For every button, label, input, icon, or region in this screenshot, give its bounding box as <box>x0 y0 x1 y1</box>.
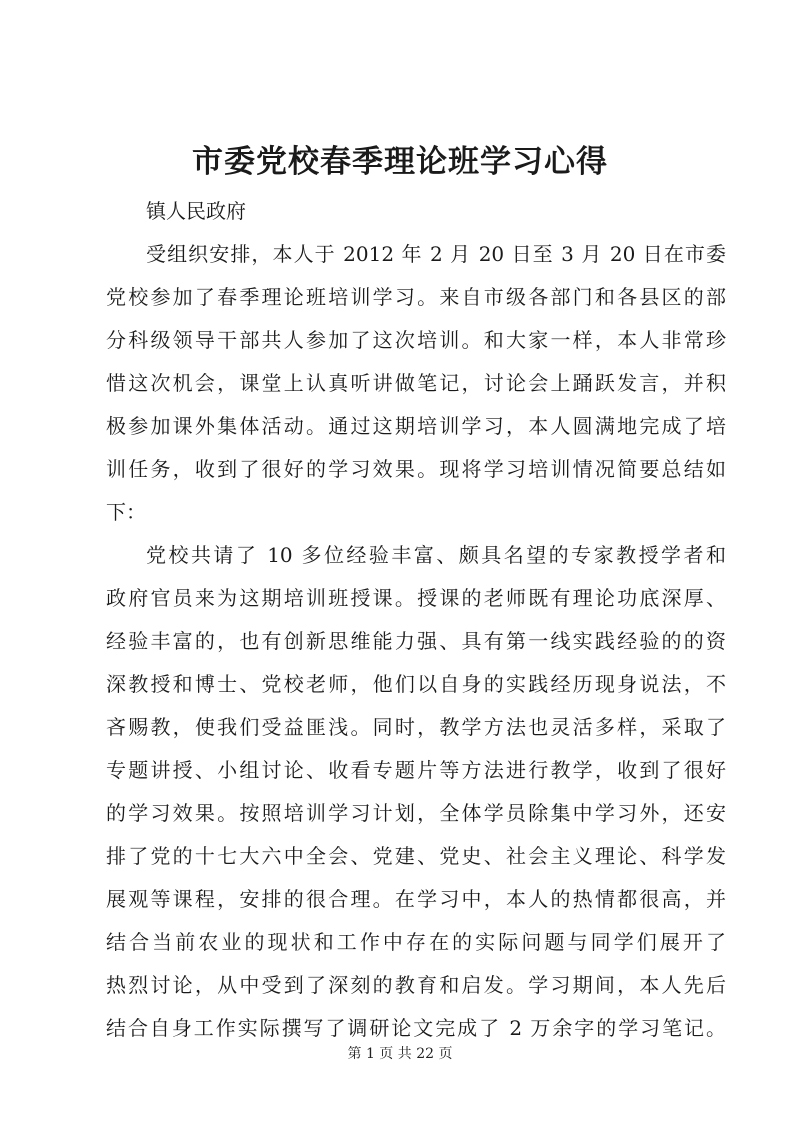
paragraph-line: 排了党的十七大六中全会、党建、党史、社会主义理论、科学发 <box>106 844 726 868</box>
paragraph-line: 吝赐教，使我们受益匪浅。同时，教学方法也灵活多样，采取了 <box>106 715 726 739</box>
paragraph-1 <box>106 233 726 534</box>
paragraph-line: 结合当前农业的现状和工作中存在的实际问题与同学们展开了 <box>106 930 726 954</box>
paragraph-line: 党校共请了 10 多位经验丰富、颇具名望的专家教授学者和 <box>146 543 726 567</box>
paragraph-line: 热烈讨论，从中受到了深刻的教育和启发。学习期间，本人先后 <box>106 973 726 997</box>
org-line: 镇人民政府 <box>146 199 246 223</box>
paragraph-line: 训任务，收到了很好的学习效果。现将学习培训情况简要总结如 <box>106 457 726 481</box>
page-footer: 第 1 页 共 22 页 <box>347 1046 453 1062</box>
paragraph-line: 政府官员来为这期培训班授课。授课的老师既有理论功底深厚、 <box>106 586 726 610</box>
paragraph-line: 党校参加了春季理论班培训学习。来自市级各部门和各县区的部 <box>106 285 726 309</box>
paragraph-line: 结合自身工作实际撰写了调研论文完成了 2 万余字的学习笔记。 <box>106 1016 726 1040</box>
paragraph-2 <box>106 534 726 1050</box>
paragraph-line: 展观等课程，安排的很合理。在学习中，本人的热情都很高，并 <box>106 887 726 911</box>
paragraph-line: 惜这次机会，课堂上认真听讲做笔记，讨论会上踊跃发言，并积 <box>106 371 726 395</box>
paragraph-line: 专题讲授、小组讨论、收看专题片等方法进行教学，收到了很好 <box>106 758 726 782</box>
paragraph-line: 下： <box>106 500 146 524</box>
paragraph-line: 极参加课外集体活动。通过这期培训学习，本人圆满地完成了培 <box>106 414 726 438</box>
paragraph-line: 受组织安排，本人于 2012 年 2 月 20 日至 3 月 20 日在市委 <box>146 242 726 266</box>
document-body <box>106 190 726 1050</box>
paragraph-line: 的学习效果。按照培训学习计划，全体学员除集中学习外，还安 <box>106 801 726 825</box>
paragraph-line: 分科级领导干部共人参加了这次培训。和大家一样，本人非常珍 <box>106 328 726 352</box>
paragraph-line: 经验丰富的，也有创新思维能力强、具有第一线实践经验的的资 <box>106 629 726 653</box>
document-title: 市委党校春季理论班学习心得 <box>192 144 608 180</box>
paragraph-line: 深教授和博士、党校老师，他们以自身的实践经历现身说法，不 <box>106 672 726 696</box>
